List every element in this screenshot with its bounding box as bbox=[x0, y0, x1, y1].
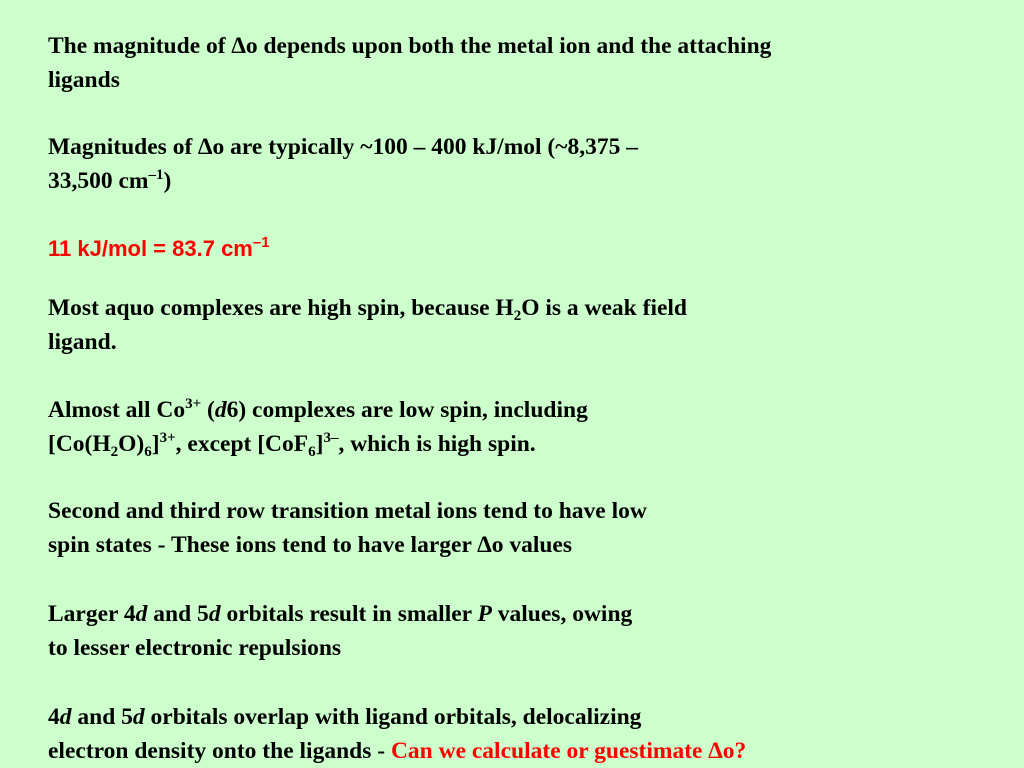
text-fragment: and 5 bbox=[71, 704, 133, 730]
text-fragment: and 5 bbox=[147, 601, 209, 627]
text-fragment: ] bbox=[151, 431, 160, 457]
text-line: Second and third row transition metal ions tend to have low bbox=[48, 498, 647, 524]
subscript: 2 bbox=[110, 444, 119, 460]
italic-text: d bbox=[208, 601, 221, 627]
subscript: 2 bbox=[513, 308, 522, 324]
text-fragment: Larger 4 bbox=[48, 601, 136, 627]
text-fragment: 6) complexes are low spin, including bbox=[226, 397, 588, 423]
italic-text: P bbox=[477, 601, 492, 627]
text-fragment: , which is high spin. bbox=[338, 431, 536, 457]
text-fragment: ] bbox=[315, 431, 324, 457]
superscript: 3– bbox=[323, 430, 339, 446]
superscript: 3+ bbox=[185, 396, 202, 412]
text-fragment: ( bbox=[201, 397, 215, 423]
text-fragment: orbitals overlap with ligand orbitals, delocalizing bbox=[144, 704, 642, 730]
conversion-note bbox=[48, 232, 270, 266]
subscript: 6 bbox=[144, 444, 152, 460]
text-line: Magnitudes of ∆o are typically ~100 – 400 kJ/mol (~8,375 – bbox=[48, 134, 638, 160]
italic-text: d bbox=[214, 397, 227, 423]
superscript: –1 bbox=[148, 167, 164, 183]
paragraph-aquo-complexes bbox=[48, 291, 687, 359]
text-line: The magnitude of ∆o depends upon both the metal ion and the attaching bbox=[48, 33, 772, 59]
paragraph-cobalt-complexes bbox=[48, 393, 588, 461]
text-fragment: values, owing bbox=[491, 601, 633, 627]
italic-text: d bbox=[59, 704, 72, 730]
text-fragment: orbitals result in smaller bbox=[220, 601, 478, 627]
text-line: ligand. bbox=[48, 329, 117, 355]
text-fragment: O) bbox=[118, 431, 145, 457]
text-fragment: O is a weak field bbox=[521, 295, 687, 321]
text-fragment: 4 bbox=[48, 704, 60, 730]
text-fragment: Most aquo complexes are high spin, because H bbox=[48, 295, 514, 321]
paragraph-second-third-row bbox=[48, 494, 647, 562]
text-fragment: Almost all Co bbox=[48, 397, 186, 423]
text-fragment: ) bbox=[163, 168, 172, 194]
paragraph-delta-magnitudes bbox=[48, 130, 638, 198]
italic-text: d bbox=[135, 601, 148, 627]
text-fragment: , except [CoF bbox=[175, 431, 309, 457]
text-line: to lesser electronic repulsions bbox=[48, 635, 342, 661]
text-line: spin states - These ions tend to have larger ∆o values bbox=[48, 532, 572, 558]
subscript: 6 bbox=[308, 444, 316, 460]
italic-text: d bbox=[132, 704, 145, 730]
text-fragment: electron density onto the ligands - bbox=[48, 738, 391, 764]
text-line: ligands bbox=[48, 67, 120, 93]
superscript: –1 bbox=[252, 234, 270, 251]
superscript: 3+ bbox=[159, 430, 176, 446]
paragraph-orbital-repulsion bbox=[48, 597, 632, 665]
paragraph-delta-dependence bbox=[48, 29, 771, 97]
highlighted-question: Can we calculate or guestimate ∆o? bbox=[390, 738, 747, 764]
conversion-text: 11 kJ/mol = 83.7 cm bbox=[48, 236, 253, 261]
text-fragment: [Co(H bbox=[48, 431, 111, 457]
paragraph-orbital-overlap bbox=[48, 700, 746, 768]
text-line: 33,500 cm bbox=[48, 168, 149, 194]
